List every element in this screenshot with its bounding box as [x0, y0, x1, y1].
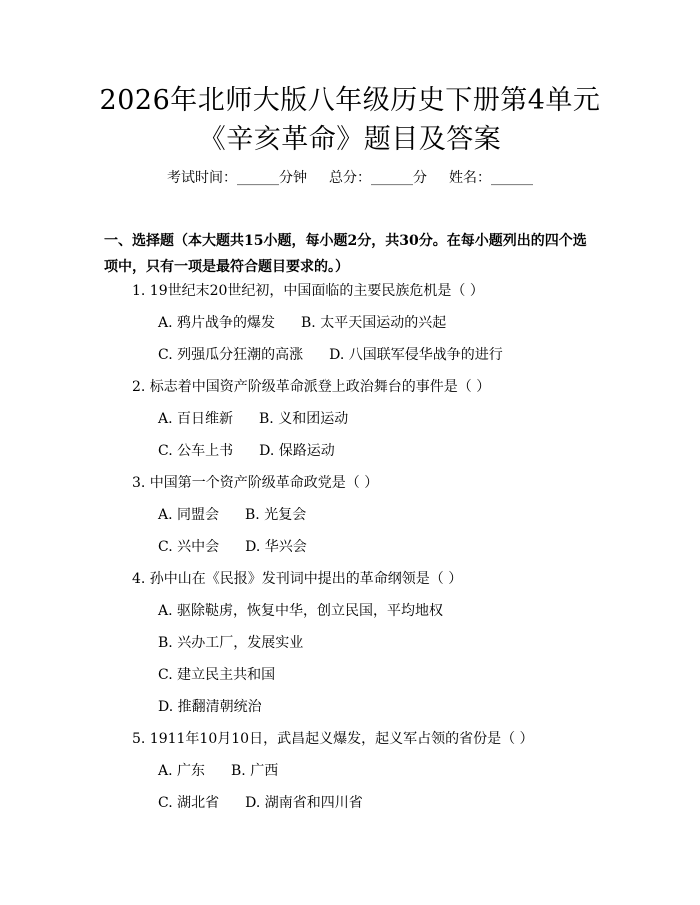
- question-4-stem: 4. 孙中山在《民报》发刊词中提出的革命纲领是（ ）: [132, 571, 463, 587]
- page-title: 2026年北师大版八年级历史下册第4单元: [99, 85, 601, 116]
- question-4-option-b[interactable]: B. 兴办工厂，发展实业: [158, 635, 304, 651]
- question-2-option-a[interactable]: A. 百日维新: [158, 411, 234, 427]
- exam-time-field: 考试时间：______分钟: [167, 170, 307, 186]
- question-2-options-row2: [158, 441, 335, 461]
- question-2-option-b[interactable]: B. 义和团运动: [259, 411, 349, 427]
- question-3-option-a[interactable]: A. 同盟会: [158, 507, 220, 523]
- question-2-stem: 2. 标志着中国资产阶级革命派登上政治舞台的事件是（ ）: [132, 379, 491, 395]
- question-3-option-b[interactable]: B. 光复会: [245, 507, 307, 523]
- question-5-options-row2: [158, 793, 363, 813]
- question-1-options-row2: [158, 345, 503, 365]
- question-4-option-d[interactable]: D. 推翻清朝统治: [158, 699, 262, 715]
- question-4-option-a[interactable]: A. 驱除鞑虏，恢复中华，创立民国，平均地权: [158, 603, 444, 619]
- question-1-option-b[interactable]: B. 太平天国运动的兴起: [301, 315, 447, 331]
- question-1-option-a[interactable]: A. 鸦片战争的爆发: [158, 315, 276, 331]
- question-5-options-row1: [158, 761, 278, 781]
- section-heading: 一、选择题（本大题共15小题，每小题2分，共30分。在每小题列出的四个选: [104, 233, 587, 249]
- question-5-stem: 5. 1911年10月10日，武昌起义爆发，起义军占领的省份是（ ）: [132, 731, 534, 747]
- question-2-option-c[interactable]: C. 公车上书: [158, 443, 234, 459]
- question-1-option-c[interactable]: C. 列强瓜分狂潮的高涨: [158, 347, 304, 363]
- question-3-options-row2: [158, 537, 307, 557]
- question-2-option-d[interactable]: D. 保路运动: [259, 443, 335, 459]
- question-5-option-c[interactable]: C. 湖北省: [158, 795, 220, 811]
- section-heading-cont: 项中，只有一项是最符合题目要求的。）: [104, 259, 349, 275]
- question-3-stem: 3. 中国第一个资产阶级革命政党是（ ）: [132, 475, 379, 491]
- question-2-options-row1: [158, 409, 348, 429]
- question-4-option-c[interactable]: C. 建立民主共和国: [158, 667, 276, 683]
- exam-score-field: 总分：______分: [329, 170, 427, 186]
- question-3-option-d[interactable]: D. 华兴会: [245, 539, 307, 555]
- question-5-option-d[interactable]: D. 湖南省和四川省: [245, 795, 363, 811]
- page-subtitle: 《辛亥革命》题目及答案: [198, 124, 502, 155]
- question-1-option-d[interactable]: D. 八国联军侵华战争的进行: [329, 347, 503, 363]
- exam-meta: [0, 168, 700, 188]
- question-5-option-a[interactable]: A. 广东: [158, 763, 206, 779]
- question-3-option-c[interactable]: C. 兴中会: [158, 539, 220, 555]
- question-3-options-row1: [158, 505, 306, 525]
- exam-name-field: 姓名：______: [449, 170, 533, 186]
- question-1-options-row1: [158, 313, 446, 333]
- question-5-option-b[interactable]: B. 广西: [231, 763, 279, 779]
- question-1-stem: 1. 19世纪末20世纪初，中国面临的主要民族危机是（ ）: [132, 283, 484, 299]
